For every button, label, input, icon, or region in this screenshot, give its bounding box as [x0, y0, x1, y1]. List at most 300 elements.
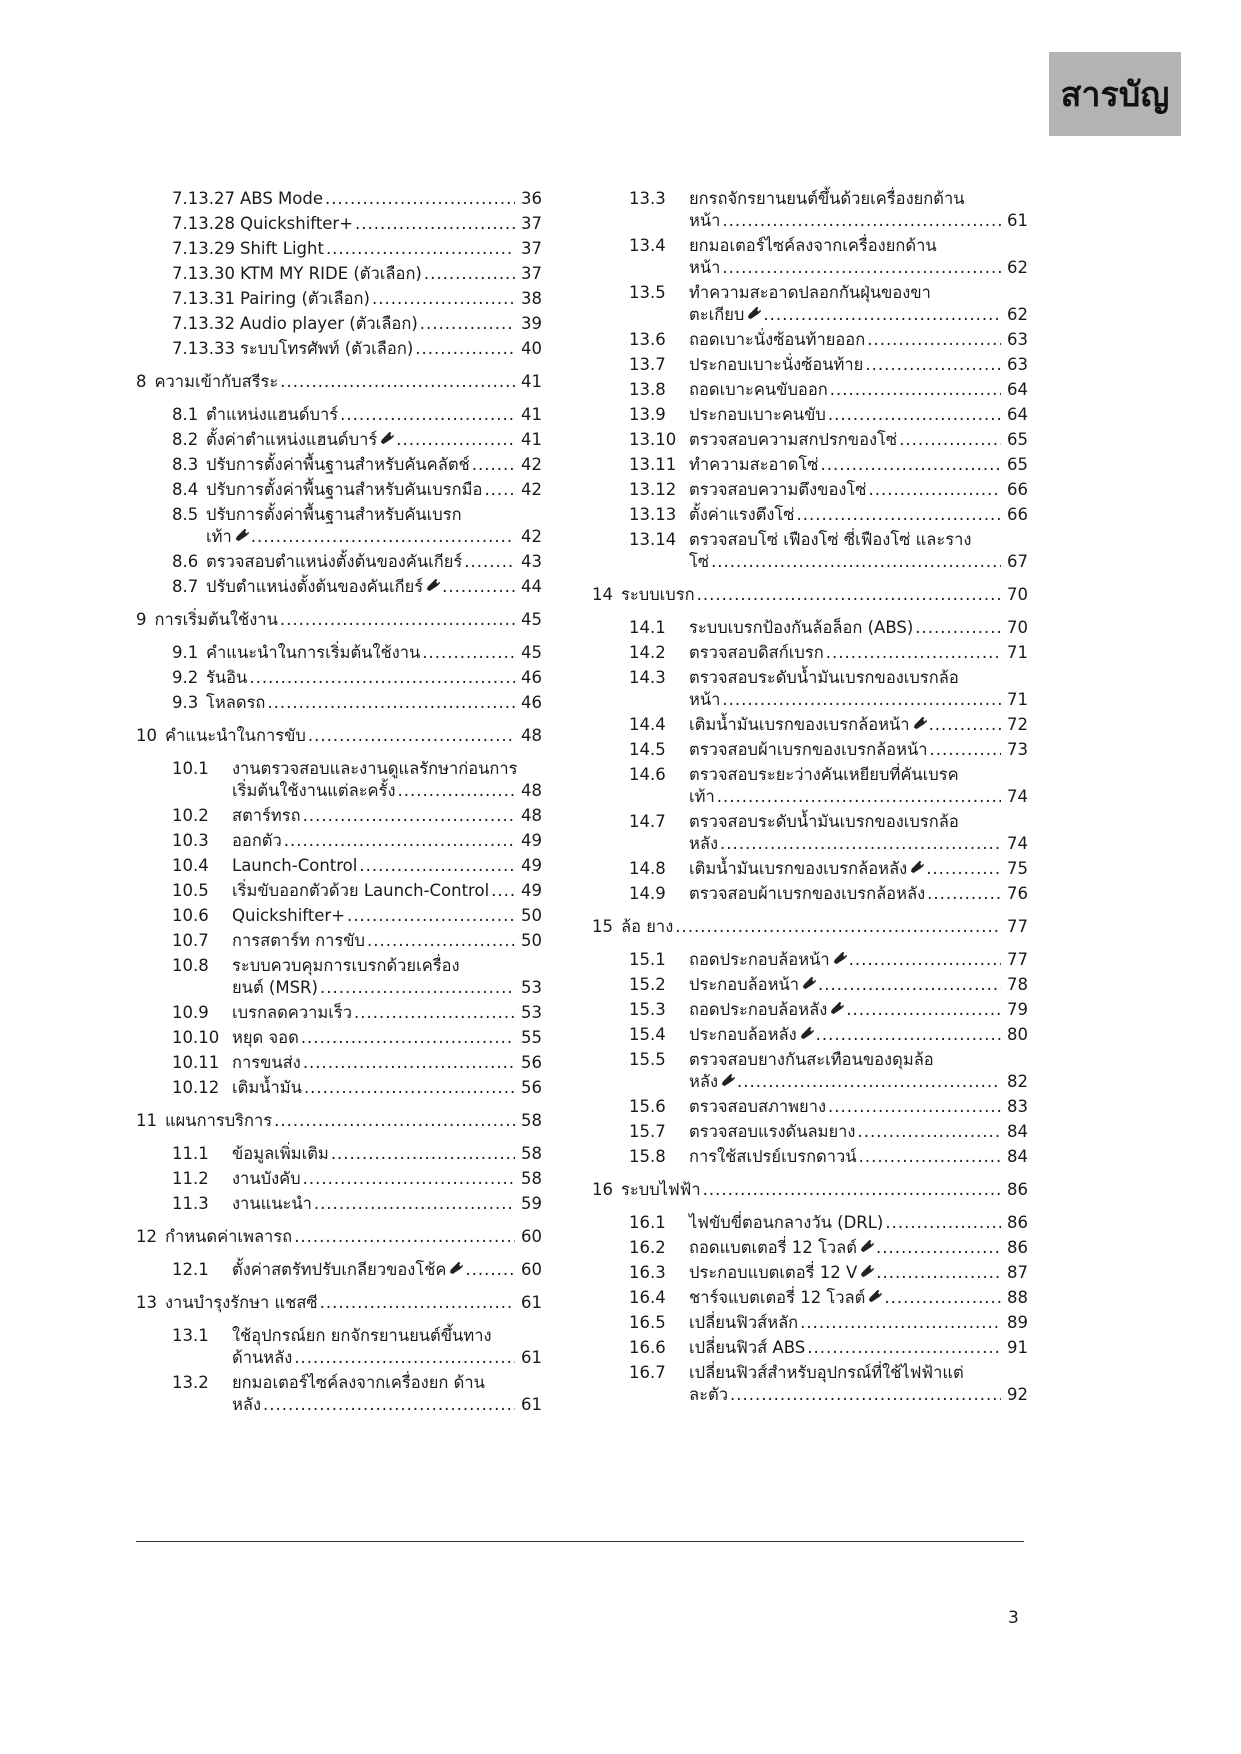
toc-entry[interactable]	[592, 1312, 1028, 1334]
toc-number: 7.13.28	[172, 214, 235, 233]
dot-leader	[472, 454, 515, 476]
toc-number: 10.8	[172, 956, 209, 975]
toc-line	[689, 833, 1028, 855]
toc-entry[interactable]	[136, 667, 542, 689]
toc-page: 65	[1007, 455, 1028, 474]
dot-leader	[828, 1096, 1001, 1118]
toc-entry[interactable]	[136, 1052, 542, 1074]
dot-leader	[826, 642, 1001, 664]
toc-title: เปลี่ยนฟิวส์สำหรับอุปกรณ์ที่ใช้ไฟฟ้าแต่	[689, 1363, 964, 1382]
toc-title: ความเข้ากับสรีระ	[154, 372, 279, 391]
toc-number: 7.13.32	[172, 314, 235, 333]
dot-leader	[796, 504, 1001, 526]
toc-title: คำแนะนำในการเริ่มต้นใช้งาน	[206, 643, 421, 662]
dot-leader	[303, 1052, 515, 1074]
toc-line	[232, 977, 542, 999]
toc-line	[136, 725, 542, 747]
toc-line	[689, 1287, 1028, 1309]
toc-entry[interactable]	[592, 1212, 1028, 1234]
toc-number: 13.5	[629, 283, 666, 302]
dot-leader	[763, 304, 1001, 326]
toc-page: 49	[521, 881, 542, 900]
toc-line	[689, 257, 1028, 279]
toc-number: 14.8	[629, 859, 666, 878]
toc-line	[232, 855, 542, 877]
toc-number: 13.2	[172, 1373, 209, 1392]
wrench-icon	[910, 860, 924, 874]
dot-leader	[274, 1110, 515, 1132]
toc-page: 37	[521, 239, 542, 258]
toc-entry[interactable]	[592, 235, 1028, 279]
toc-number: 16.1	[629, 1213, 666, 1232]
toc-entry[interactable]	[592, 1096, 1028, 1118]
toc-entry[interactable]	[136, 905, 542, 927]
toc-entry[interactable]	[136, 758, 542, 802]
dot-leader	[717, 786, 1001, 808]
toc-title: ยกรถจักรยานยนต์ขึ้นด้วยเครื่องยกด้าน	[689, 189, 965, 208]
toc-line	[689, 689, 1028, 711]
toc-entry[interactable]	[592, 188, 1028, 232]
toc-title: ประกอบแบตเตอรี่ 12 V	[689, 1263, 858, 1282]
toc-entry[interactable]	[136, 338, 542, 360]
wrench-icon	[449, 1261, 463, 1275]
toc-page: 80	[1007, 1025, 1028, 1044]
toc-page: 86	[1007, 1213, 1028, 1232]
toc-page: 65	[1007, 430, 1028, 449]
toc-entry[interactable]	[592, 667, 1028, 711]
toc-line	[240, 238, 542, 260]
toc-page: 67	[1007, 552, 1028, 571]
toc-entry[interactable]	[136, 1259, 542, 1281]
toc-number: 10.10	[172, 1028, 220, 1047]
toc-right-column	[592, 188, 1028, 1409]
section-tab: สารบัญ	[1049, 52, 1181, 136]
toc-number: 10.1	[172, 759, 209, 778]
toc-title: Quickshifter+	[232, 906, 346, 925]
toc-entry[interactable]	[592, 1362, 1028, 1406]
toc-title-continued: เริ่มต้นใช้งานแต่ละครั้ง	[232, 781, 396, 800]
dot-leader	[720, 833, 1001, 855]
toc-title: ตรวจสอบความสกปรกของโซ่	[689, 430, 898, 449]
toc-entry[interactable]	[592, 1121, 1028, 1143]
toc-title: หยุด จอด	[232, 1028, 299, 1047]
toc-page: 63	[1007, 330, 1028, 349]
toc-line	[689, 858, 1028, 880]
toc-line	[689, 1384, 1028, 1406]
toc-number: 10.9	[172, 1003, 209, 1022]
dot-leader	[465, 1259, 515, 1281]
toc-entry[interactable]	[136, 725, 542, 747]
toc-number: 13.14	[629, 530, 677, 549]
toc-entry[interactable]	[592, 811, 1028, 855]
dot-leader	[303, 1168, 515, 1190]
toc-number: 13.3	[629, 189, 666, 208]
toc-line	[689, 999, 1028, 1021]
toc-title: กำหนดค่าเพลารถ	[165, 1227, 293, 1246]
toc-entry[interactable]	[136, 880, 542, 902]
toc-title: ตรวจสอบตำแหน่งตั้งต้นของคันเกียร์	[206, 552, 463, 571]
dot-leader	[267, 692, 515, 714]
toc-title: ตรวจสอบดิสก์เบรก	[689, 643, 824, 662]
dot-leader	[722, 689, 1001, 711]
toc-entry[interactable]	[136, 1143, 542, 1165]
toc-line	[689, 739, 1028, 761]
toc-entry[interactable]	[592, 764, 1028, 808]
dot-leader	[398, 780, 515, 802]
toc-entry[interactable]	[592, 379, 1028, 401]
toc-title: เติมน้ำมัน	[232, 1078, 302, 1097]
toc-entry[interactable]	[592, 429, 1028, 451]
toc-entry[interactable]	[592, 916, 1028, 938]
toc-title-continued: เท้า	[206, 527, 232, 546]
toc-number: 12	[136, 1227, 157, 1246]
toc-title: Shift Light	[240, 239, 324, 258]
dot-leader	[294, 1226, 515, 1248]
toc-entry[interactable]	[136, 188, 542, 210]
dot-leader	[800, 1312, 1001, 1334]
toc-line	[689, 1071, 1028, 1093]
toc-line	[689, 1121, 1028, 1143]
toc-line	[232, 1143, 542, 1165]
toc-page: 73	[1007, 740, 1028, 759]
toc-number: 8.3	[172, 455, 199, 474]
dot-leader	[816, 1024, 1001, 1046]
toc-title-continued: หน้า	[689, 258, 721, 277]
toc-entry[interactable]	[136, 213, 542, 235]
toc-number: 14.5	[629, 740, 666, 759]
toc-title: ตรวจสอบผ้าเบรกของเบรกล้อหน้า	[689, 740, 928, 759]
toc-number: 10.3	[172, 831, 209, 850]
toc-entry[interactable]	[136, 1168, 542, 1190]
toc-page: 44	[521, 577, 542, 596]
toc-page: 48	[521, 781, 542, 800]
toc-number: 14.1	[629, 618, 666, 637]
dot-leader	[926, 858, 1001, 880]
toc-title: ระบบควบคุมการเบรกด้วยเครื่อง	[232, 956, 460, 975]
toc-entry[interactable]	[136, 479, 542, 501]
toc-page: 88	[1007, 1288, 1028, 1307]
toc-line	[206, 454, 542, 476]
wrench-icon	[747, 306, 761, 320]
dot-leader	[846, 999, 1001, 1021]
toc-number: 13.9	[629, 405, 666, 424]
toc-number: 15.2	[629, 975, 666, 994]
toc-number: 15.7	[629, 1122, 666, 1141]
wrench-icon	[721, 1073, 735, 1087]
toc-entry[interactable]	[592, 454, 1028, 476]
toc-title: เปลี่ยนฟิวส์ ABS	[689, 1338, 806, 1357]
toc-line	[689, 379, 1028, 401]
dot-leader	[420, 313, 515, 335]
toc-number: 10.2	[172, 806, 209, 825]
toc-entry[interactable]	[136, 1110, 542, 1132]
toc-title: เติมน้ำมันเบรกของเบรกล้อหน้า	[689, 715, 910, 734]
toc-entry[interactable]	[136, 855, 542, 877]
dot-leader	[722, 257, 1001, 279]
toc-entry[interactable]	[592, 617, 1028, 639]
dot-leader	[367, 930, 515, 952]
toc-page: 38	[521, 289, 542, 308]
toc-entry[interactable]	[592, 1146, 1028, 1168]
toc-number: 16.5	[629, 1313, 666, 1332]
toc-title: Launch-Control	[232, 856, 358, 875]
toc-entry[interactable]	[592, 642, 1028, 664]
toc-title: ถอดประกอบล้อหน้า	[689, 950, 830, 969]
toc-page: 45	[521, 643, 542, 662]
toc-page: 42	[521, 527, 542, 546]
toc-title: ตรวจสอบผ้าเบรกของเบรกล้อหลัง	[689, 884, 926, 903]
dot-leader	[818, 974, 1001, 996]
toc-page: 37	[521, 214, 542, 233]
toc-title: ตรวจสอบระดับน้ำมันเบรกของเบรกล้อ	[689, 812, 959, 831]
dot-leader	[484, 479, 515, 501]
toc-line	[689, 479, 1028, 501]
toc-entry[interactable]	[592, 1237, 1028, 1259]
toc-number: 10.5	[172, 881, 209, 900]
toc-number: 11.1	[172, 1144, 209, 1163]
dot-leader	[280, 371, 515, 393]
toc-title: งานบังคับ	[232, 1169, 301, 1188]
toc-page: 42	[521, 480, 542, 499]
toc-number: 8.2	[172, 430, 199, 449]
toc-entry[interactable]	[592, 974, 1028, 996]
toc-title: ปรับการตั้งค่าพื้นฐานสำหรับคันคลัตช์	[206, 455, 470, 474]
toc-entry[interactable]	[592, 1179, 1028, 1201]
toc-page: 41	[521, 372, 542, 391]
toc-entry[interactable]	[592, 504, 1028, 526]
dot-leader	[304, 1077, 515, 1099]
toc-entry[interactable]	[136, 955, 542, 999]
toc-page: 49	[521, 831, 542, 850]
toc-page: 61	[521, 1348, 542, 1367]
toc-number: 11.2	[172, 1169, 209, 1188]
toc-page: 37	[521, 264, 542, 283]
toc-page: 55	[521, 1028, 542, 1047]
toc-line	[232, 930, 542, 952]
toc-page: 43	[521, 552, 542, 571]
toc-entry[interactable]	[136, 830, 542, 852]
dot-leader	[359, 855, 515, 877]
toc-entry[interactable]	[136, 1002, 542, 1024]
toc-entry[interactable]	[592, 1024, 1028, 1046]
toc-entry[interactable]	[136, 692, 542, 714]
toc-entry[interactable]	[136, 551, 542, 573]
wrench-icon	[860, 1264, 874, 1278]
toc-title: KTM MY RIDE (ตัวเลือก)	[240, 264, 422, 283]
toc-entry[interactable]	[592, 858, 1028, 880]
toc-entry[interactable]	[136, 313, 542, 335]
toc-title: ตรวจสอบโซ่ เฟืองโซ่ ซี่เฟืองโซ่ และราง	[689, 530, 972, 549]
wrench-icon	[426, 578, 440, 592]
toc-entry[interactable]	[592, 584, 1028, 606]
toc-entry[interactable]	[136, 805, 542, 827]
toc-line	[206, 479, 542, 501]
toc-line	[240, 263, 542, 285]
toc-number: 7.13.27	[172, 189, 235, 208]
toc-title: ออกตัว	[232, 831, 282, 850]
dot-leader	[320, 1292, 515, 1314]
toc-page: 63	[1007, 355, 1028, 374]
toc-page: 82	[1007, 1072, 1028, 1091]
toc-number: 16	[592, 1180, 613, 1199]
toc-line	[689, 504, 1028, 526]
toc-page: 72	[1007, 715, 1028, 734]
toc-line	[232, 1168, 542, 1190]
wrench-icon	[868, 1289, 882, 1303]
toc-entry[interactable]	[592, 714, 1028, 736]
toc-page: 86	[1007, 1238, 1028, 1257]
toc-entry[interactable]	[592, 1337, 1028, 1359]
dot-leader	[885, 1212, 1001, 1234]
toc-line	[232, 805, 542, 827]
toc-title-continued: ยนต์ (MSR)	[232, 978, 318, 997]
dot-leader	[927, 883, 1001, 905]
toc-line	[689, 1024, 1028, 1046]
dot-leader	[464, 551, 515, 573]
toc-title: ทำความสะอาดปลอกกันฝุ่นของขา	[689, 283, 931, 302]
toc-page: 46	[521, 668, 542, 687]
toc-title: ยกมอเตอร์ไซค์ลงจากเครื่องยก ด้าน	[232, 1373, 485, 1392]
toc-page: 70	[1007, 618, 1028, 637]
toc-entry[interactable]	[136, 1027, 542, 1049]
toc-page: 61	[1007, 211, 1028, 230]
dot-leader	[820, 454, 1001, 476]
toc-number: 7.13.30	[172, 264, 235, 283]
toc-title: ประกอบล้อหลัง	[689, 1025, 797, 1044]
toc-number: 16.3	[629, 1263, 666, 1282]
toc-entry[interactable]	[136, 429, 542, 451]
dot-leader	[249, 667, 515, 689]
toc-line	[240, 288, 542, 310]
toc-entry[interactable]	[592, 883, 1028, 905]
toc-line	[689, 404, 1028, 426]
toc-entry[interactable]	[136, 1292, 542, 1314]
dot-leader	[858, 1121, 1002, 1143]
toc-number: 13.7	[629, 355, 666, 374]
dot-leader	[711, 551, 1001, 573]
toc-number: 15.5	[629, 1050, 666, 1069]
toc-title: ถอดประกอบล้อหลัง	[689, 1000, 828, 1019]
toc-entry[interactable]	[592, 354, 1028, 376]
toc-page: 39	[521, 314, 542, 333]
toc-entry[interactable]	[136, 1325, 542, 1369]
toc-line	[206, 404, 542, 426]
toc-entry[interactable]	[136, 609, 542, 631]
toc-line	[689, 883, 1028, 905]
toc-line	[689, 1212, 1028, 1234]
toc-line	[689, 786, 1028, 808]
toc-page: 62	[1007, 305, 1028, 324]
toc-title: ชาร์จแบตเตอรี่ 12 โวลต์	[689, 1288, 866, 1307]
toc-entry[interactable]	[136, 642, 542, 664]
toc-number: 9.1	[172, 643, 199, 662]
toc-number: 7.13.33	[172, 339, 235, 358]
dot-leader	[354, 1002, 515, 1024]
toc-title: สตาร์ทรถ	[232, 806, 301, 825]
toc-number: 8.7	[172, 577, 199, 596]
toc-page: 56	[521, 1078, 542, 1097]
toc-entry[interactable]	[592, 1287, 1028, 1309]
toc-entry[interactable]	[136, 504, 542, 548]
toc-entry[interactable]	[136, 1193, 542, 1215]
toc-title: ตรวจสอบแรงดันลมยาง	[689, 1122, 856, 1141]
toc-line	[689, 304, 1028, 326]
toc-title: ตรวจสอบความตึงของโซ่	[689, 480, 867, 499]
toc-entry[interactable]	[136, 576, 542, 598]
toc-title: ถอดเบาะคนขับออก	[689, 380, 828, 399]
toc-line	[232, 1347, 542, 1369]
toc-line	[232, 1027, 542, 1049]
toc-number: 13.12	[629, 480, 677, 499]
toc-entry[interactable]	[136, 1226, 542, 1248]
toc-line	[206, 667, 542, 689]
dot-leader	[355, 213, 515, 235]
toc-line	[689, 1237, 1028, 1259]
toc-entry[interactable]	[592, 949, 1028, 971]
toc-number: 8	[136, 372, 147, 391]
toc-line	[689, 974, 1028, 996]
toc-page: 41	[521, 405, 542, 424]
toc-entry[interactable]	[592, 1049, 1028, 1093]
toc-number: 16.7	[629, 1363, 666, 1382]
toc-number: 7.13.31	[172, 289, 235, 308]
toc-entry[interactable]	[592, 282, 1028, 326]
toc-page: 62	[1007, 258, 1028, 277]
toc-title: เบรกลดความเร็ว	[232, 1003, 353, 1022]
toc-entry[interactable]	[592, 999, 1028, 1021]
toc-entry[interactable]	[136, 288, 542, 310]
toc-page: 66	[1007, 480, 1028, 499]
toc-entry[interactable]	[592, 479, 1028, 501]
toc-title: ระบบเบรกป้องกันล้อล็อก (ABS)	[689, 618, 914, 637]
toc-line	[232, 1259, 542, 1281]
toc-line	[240, 213, 542, 235]
toc-title-continued: ละตัว	[689, 1385, 728, 1404]
toc-entry[interactable]	[136, 454, 542, 476]
toc-line	[232, 780, 542, 802]
wrench-icon	[235, 528, 249, 542]
toc-entry[interactable]	[136, 930, 542, 952]
toc-line	[206, 576, 542, 598]
dot-leader	[396, 429, 515, 451]
dot-leader	[301, 1027, 515, 1049]
toc-entry[interactable]	[592, 1262, 1028, 1284]
toc-number: 13.6	[629, 330, 666, 349]
toc-entry[interactable]	[136, 371, 542, 393]
toc-page: 64	[1007, 380, 1028, 399]
toc-title: คำแนะนำในการขับ	[165, 726, 306, 745]
toc-entry[interactable]	[136, 404, 542, 426]
toc-title-continued: โซ่	[689, 552, 710, 571]
dot-leader	[929, 714, 1001, 736]
toc-title: เปลี่ยนฟิวส์หลัก	[689, 1313, 799, 1332]
toc-line	[232, 905, 542, 927]
toc-entry[interactable]	[136, 1077, 542, 1099]
toc-entry[interactable]	[136, 238, 542, 260]
dot-leader	[876, 1237, 1001, 1259]
toc-entry[interactable]	[592, 404, 1028, 426]
toc-entry[interactable]	[592, 529, 1028, 573]
toc-entry[interactable]	[592, 329, 1028, 351]
wrench-icon	[913, 716, 927, 730]
toc-line	[232, 1193, 542, 1215]
toc-title: ปรับตำแหน่งตั้งต้นของคันเกียร์	[206, 577, 424, 596]
toc-page: 71	[1007, 643, 1028, 662]
toc-entry[interactable]	[592, 739, 1028, 761]
toc-entry[interactable]	[136, 263, 542, 285]
toc-number: 13.10	[629, 430, 677, 449]
toc-entry[interactable]	[136, 1372, 542, 1416]
